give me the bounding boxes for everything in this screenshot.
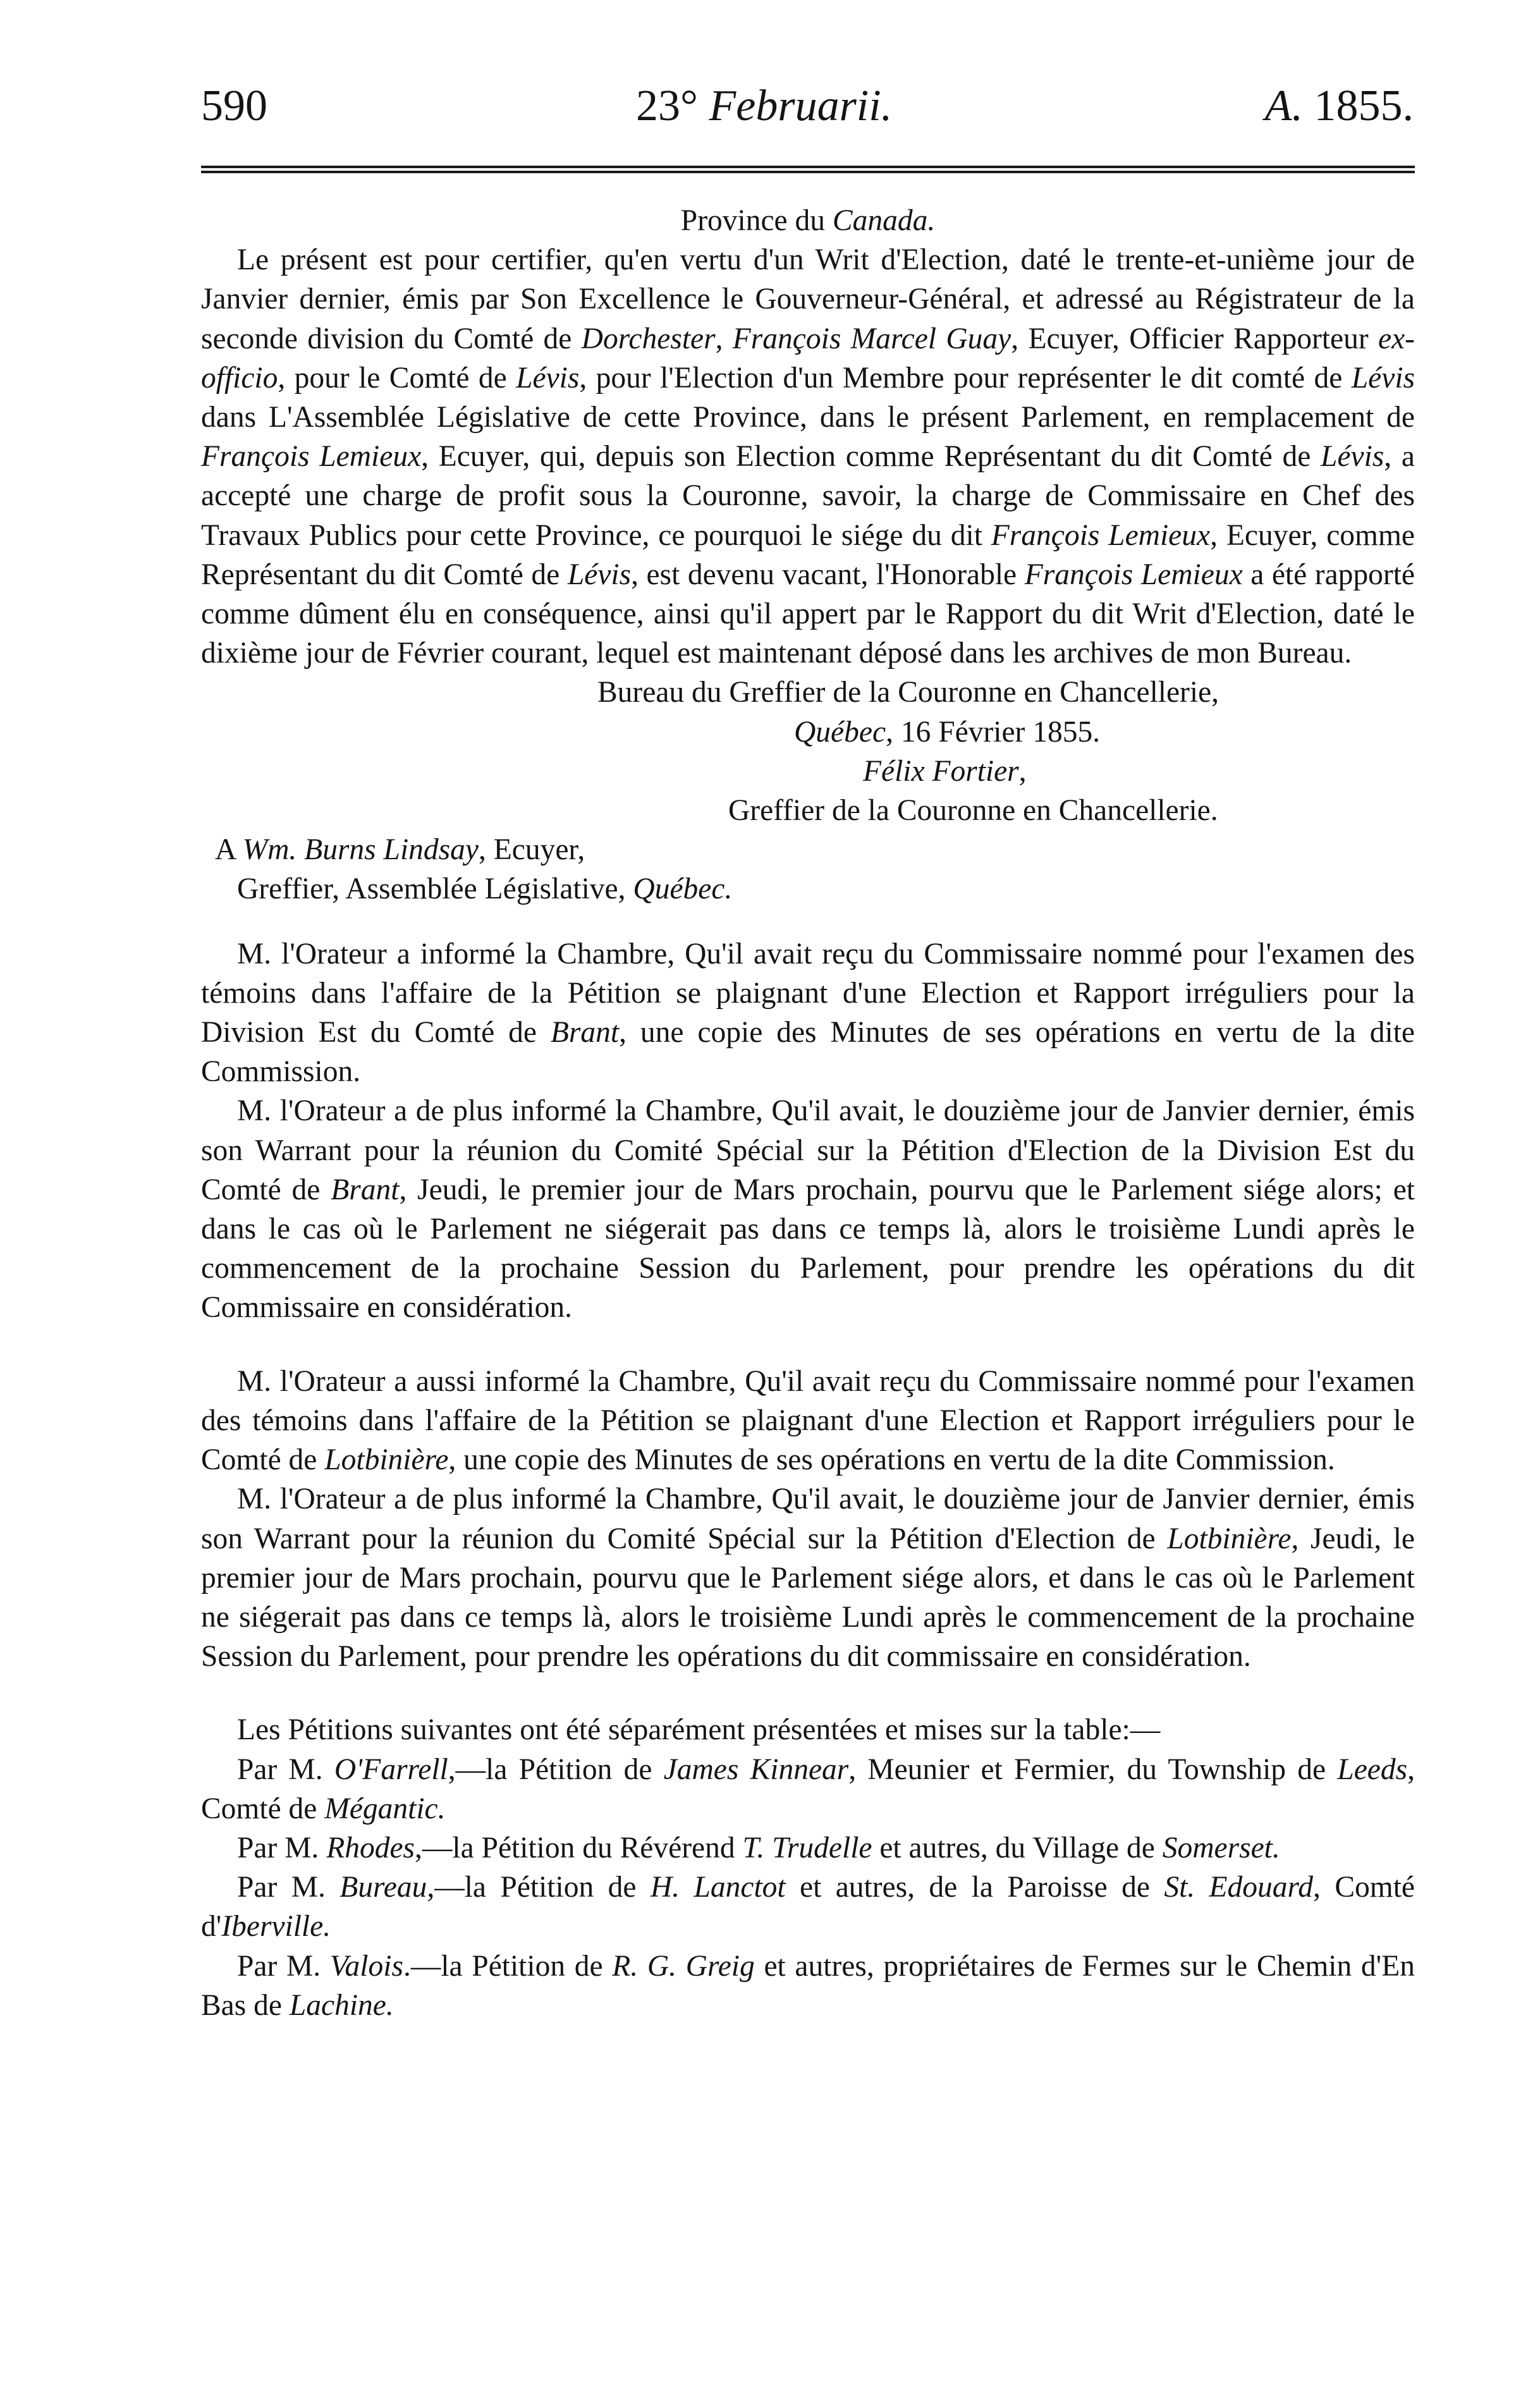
certificate-office: Bureau du Greffier de la Couronne en Chancellerie, bbox=[597, 676, 1219, 709]
petitions-intro: Les Pétitions suivantes ont été séparément présentées et mises sur la table:— bbox=[237, 1713, 1161, 1747]
journal-page bbox=[201, 0, 1415, 2393]
lotbiniere-commission-paragraph: M. l'Orateur a aussi informé la Chambre, Qu'il avait reçu du Commissaire nommé pour l'examen des témoins dans l'affaire de la Pétition se plaignant d'une Election et Rapport irréguliers pour le Comté de Lotbinière, une copie des Minutes de ses opérations en vertu de la dite Commission. bbox=[201, 1364, 1415, 1477]
petition-bureau: Par M. Bureau,—la Pétition de H. Lanctot et autres, de la Paroisse de St. Edouard, Comté d'Iberville. bbox=[201, 1871, 1415, 1943]
certificate-place-date: Québec, 16 Février 1855. bbox=[794, 715, 1101, 749]
brant-commission-paragraph: M. l'Orateur a informé la Chambre, Qu'il avait reçu du Commissaire nommé pour l'examen des témoins dans l'affaire de la Pétition se plaignant d'une Election et Rapport irréguliers pour la Division Est du Comté de Brant, une copie des Minutes de ses opérations en vertu de la dite Commission. bbox=[201, 937, 1415, 1089]
lotbiniere-warrant-paragraph: M. l'Orateur a de plus informé la Chambre, Qu'il avait, le douzième jour de Janvier dernier, émis son Warrant pour la réunion du Comité Spécial sur la Pétition d'Election de Lotbinière, Jeudi, le premier jour de Mars prochain, pourvu que le Parlement siége alors, et dans le cas où le Parlement ne siégerait pas dans ce temps là, alors le troisième Lundi après le commencement de la prochaine Session du Parlement, pour prendre les opérations du dit commissaire en considération. bbox=[201, 1483, 1415, 1674]
page-number: 590 bbox=[201, 82, 267, 130]
running-header bbox=[201, 75, 1415, 138]
header-year: A. 1855. bbox=[1264, 82, 1414, 130]
spacer bbox=[201, 1676, 1415, 1710]
page-body bbox=[201, 201, 1415, 2025]
certificate-addressee: A Wm. Burns Lindsay, Ecuyer, bbox=[215, 833, 585, 867]
certificate-paragraph: Le présent est pour certifier, qu'en vertu d'un Writ d'Election, daté le trente-et-unième jour de Janvier dernier, émis par Son Excellence le Gouverneur-Général, et adressé au Régistrateur de la seconde division du Comté de Dorchester, François Marcel Guay, Ecuyer, Officier Rapporteur ex-officio, pour le Comté de Lévis, pour l'Election d'un Membre pour représenter le dit comté de Lévis dans L'Assemblée Législative de cette Province, dans le présent Parlement, en remplacement de François Lemieux, Ecuyer, qui, depuis son Election comme Représentant du dit Comté de Lévis, a accepté une charge de profit sous la Couronne, savoir, la charge de Commissaire en Chef des Travaux Publics pour cette Province, ce pourquoi le siége du dit François Lemieux, Ecuyer, comme Représentant du dit Comté de Lévis, est devenu vacant, l'Honorable François Lemieux a été rapporté comme dûment élu en conséquence, ainsi qu'il appert par le Rapport du dit Writ d'Election, daté le dixième jour de Février courant, lequel est maintenant déposé dans les archives de mon Bureau. bbox=[201, 243, 1415, 670]
certificate-addressee-title: Greffier, Assemblée Législative, Québec. bbox=[237, 872, 733, 906]
petition-rhodes: Par M. Rhodes,—la Pétition du Révérend T. Trudelle et autres, du Village de Somerset. bbox=[237, 1831, 1280, 1864]
petition-valois: Par M. Valois.—la Pétition de R. G. Greig et autres, propriétaires de Fermes sur le Chemin d'En Bas de Lachine. bbox=[201, 1949, 1415, 2022]
brant-warrant-paragraph: M. l'Orateur a de plus informé la Chambre, Qu'il avait, le douzième jour de Janvier dernier, émis son Warrant pour la réunion du Comité Spécial sur la Pétition d'Election de la Division Est du Comté de Brant, Jeudi, le premier jour de Mars prochain, pourvu que le Parlement siége alors; et dans le cas où le Parlement ne siégerait pas dans ce temps là, alors le troisième Lundi après le commencement de la prochaine Session du Parlement, pour prendre les opérations du dit Commissaire en considération. bbox=[201, 1094, 1415, 1325]
spacer bbox=[201, 909, 1415, 934]
spacer bbox=[201, 1328, 1415, 1362]
certificate-signer: Félix Fortier, bbox=[863, 754, 1027, 788]
petition-ofarrell: Par M. O'Farrell,—la Pétition de James Kinnear, Meunier et Fermier, du Township de Leeds, Comté de Mégantic. bbox=[201, 1753, 1415, 1825]
header-date: 23° Februarii. bbox=[636, 82, 893, 130]
certificate-signer-title: Greffier de la Couronne en Chancellerie. bbox=[728, 794, 1218, 828]
header-double-rule bbox=[201, 166, 1415, 173]
province-heading: Province du Canada. bbox=[680, 204, 936, 237]
